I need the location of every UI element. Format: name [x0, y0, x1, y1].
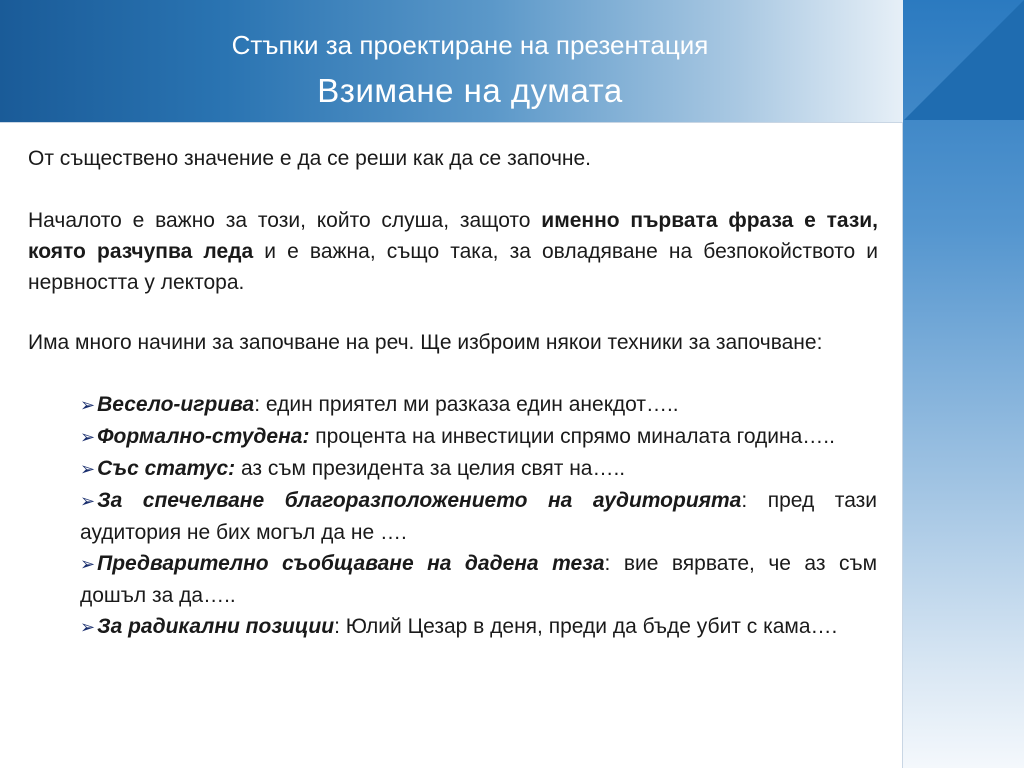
paragraph-intro: От съществено значение е да се реши как да се започне. [28, 147, 592, 170]
arrow-bullet-icon: ➢ [80, 554, 96, 574]
technique-term: Весело-игрива [97, 393, 255, 416]
slide-title: Стъпки за проектиране на презентация [231, 30, 709, 60]
arrow-bullet-icon: ➢ [80, 427, 96, 447]
list-item [80, 453, 877, 485]
arrow-bullet-icon: ➢ [80, 459, 96, 479]
list-item [80, 389, 877, 421]
technique-example: аз съм президента за целия свят на….. [235, 457, 626, 480]
separator: : [334, 615, 340, 638]
techniques-list [80, 389, 877, 643]
technique-example: Юлий Цезар в деня, преди да бъде убит с кама…. [339, 615, 838, 638]
list-item [80, 611, 877, 643]
technique-example: процента на инвестиции спрямо миналата година….. [309, 425, 835, 448]
list-item [80, 548, 877, 611]
paragraph-techniques: Има много начини за започване на реч. Ще изброим някои техники за започване: [28, 331, 823, 354]
technique-term: Със статус: [97, 457, 236, 480]
paragraph-text: Началото е важно за този, който слуша, защото [28, 209, 542, 232]
technique-term: За спечелване благоразположението на аудиторията [97, 489, 742, 512]
arrow-bullet-icon: ➢ [80, 491, 96, 511]
emphasis-text: именно първата фраза е тази, която разчупва леда [28, 209, 878, 263]
technique-term: Предварително съобщаване на дадена теза [97, 552, 605, 575]
paragraph-text: и е важна, също така, за овладяване на безпокойството и нервността у лектора. [28, 240, 878, 294]
arrow-bullet-icon: ➢ [80, 395, 96, 415]
paragraph-importance [28, 205, 878, 298]
technique-term: Формално-студена: [97, 425, 310, 448]
list-item [80, 421, 877, 453]
separator: : [741, 489, 748, 512]
technique-example: пред тази аудитория не бих могъл да не …. [80, 489, 877, 544]
slide-subtitle: Взимане на думата [317, 72, 623, 109]
arrow-bullet-icon: ➢ [80, 617, 96, 637]
separator: : [254, 393, 261, 416]
separator: : [604, 552, 611, 575]
technique-example: един приятел ми разказа един анекдот….. [260, 393, 679, 416]
technique-term: За радикални позиции [97, 615, 335, 638]
technique-example: вие вярвате, че аз съм дошъл за да….. [80, 552, 878, 607]
list-item [80, 485, 877, 548]
